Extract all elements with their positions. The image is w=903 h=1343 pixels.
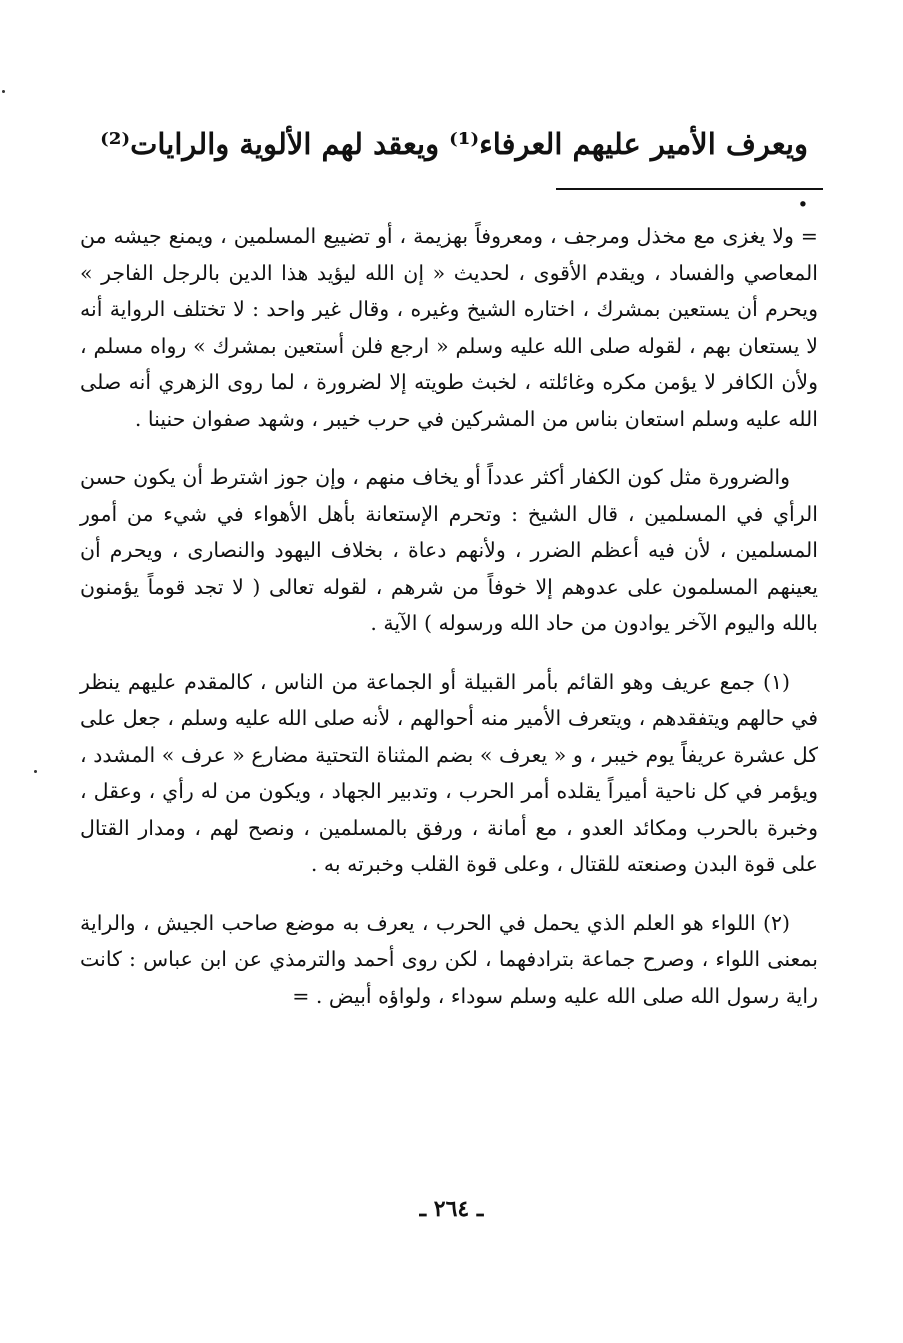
commentary-paragraph-1: = ولا يغزى مع مخذل ومرجف ، ومعروفاً بهزيمة ، أو تضييع المسلمين ، ويمنع جيشه من المعاصي والفساد ، ويقدم الأقوى ، لحديث « إن الله ليؤيد هذا الدين بالرجل الفاجر » ويحرم أن يستعين بمشرك ، اختاره الشيخ وغيره ، وقال غير واحد : لا تختلف الرواية أنه لا يستعان بهم ، لقوله صلى الله عليه وسلم « ارجع فلن أستعين بمشرك » رواه مسلم ، ولأن الكافر لا يؤمن مكره وغائلته ، لخبث طويته إلا لضرورة ، لما روى الزهري أنه صلى الله عليه وسلم استعان بناس من المشركين في حرب خيبر ، وشهد صفوان حنينا . <box>80 224 818 431</box>
scan-speck <box>34 770 37 773</box>
commentary-paragraph-2: والضرورة مثل كون الكفار أكثر عدداً أو يخاف منهم ، وإن جوز اشترط أن يكون حسن الرأي في المسلمين ، قال الشيخ : وتحرم الإستعانة بأهل الأهواء في شيء من أمور المسلمين ، لأن فيه أعظم الضرر ، ولأنهم دعاة ، بخلاف اليهود والنصارى ، ويحرم أن يعينهم المسلمون على عدوهم إلا خوفاً من شرهم ، لقوله تعالى ( لا تجد قوماً يؤمنون بالله واليوم الآخر يوادون من حاد الله ورسوله ) الآية . <box>80 465 818 635</box>
commentary-block <box>80 218 818 1014</box>
main-text-line: ويعرف الأمير عليهم العرفاء⁽¹⁾ ويعقد لهم الألوية والرايات⁽²⁾ . <box>100 127 808 213</box>
page-number: ـ ٢٦٤ ـ <box>419 1196 484 1222</box>
scan-speck <box>2 90 5 93</box>
footnote-1: (١) جمع عريف وهو القائم بأمر القبيلة أو الجماعة من الناس ، كالمقدم عليهم ينظر في حالهم ويتفقدهم ، ويتعرف الأمير منه أحوالهم ، لأنه صلى الله عليه وسلم ، جعل على كل عشرة عريفاً يوم خيبر ، و « يعرف » بضم المثناة التحتية مضارع « عرف » المشدد ، ويؤمر في كل ناحية أميراً يقلده أمر الحرب ، وتدبير الجهاد ، ويكون من له رأي ، وعقل ، وخبرة بالحرب ومكائد العدو ، مع أمانة ، ورفق بالمسلمين ، ونصح لهم ، ومدار القتال على قوة البدن وصنعته للقتال ، وعلى قوة القلب وخبرته به . <box>80 669 818 876</box>
separator-rule <box>556 188 823 190</box>
footnote-2: (٢) اللواء هو العلم الذي يحمل في الحرب ، يعرف به موضع صاحب الجيش ، والراية بمعنى اللواء ، وصرح جماعة بترادفهما ، لكن روى أحمد والترمذي عن ابن عباس : كانت راية رسول الله صلى الله عليه وسلم سوداء ، ولواؤه أبيض . = <box>80 910 818 1008</box>
